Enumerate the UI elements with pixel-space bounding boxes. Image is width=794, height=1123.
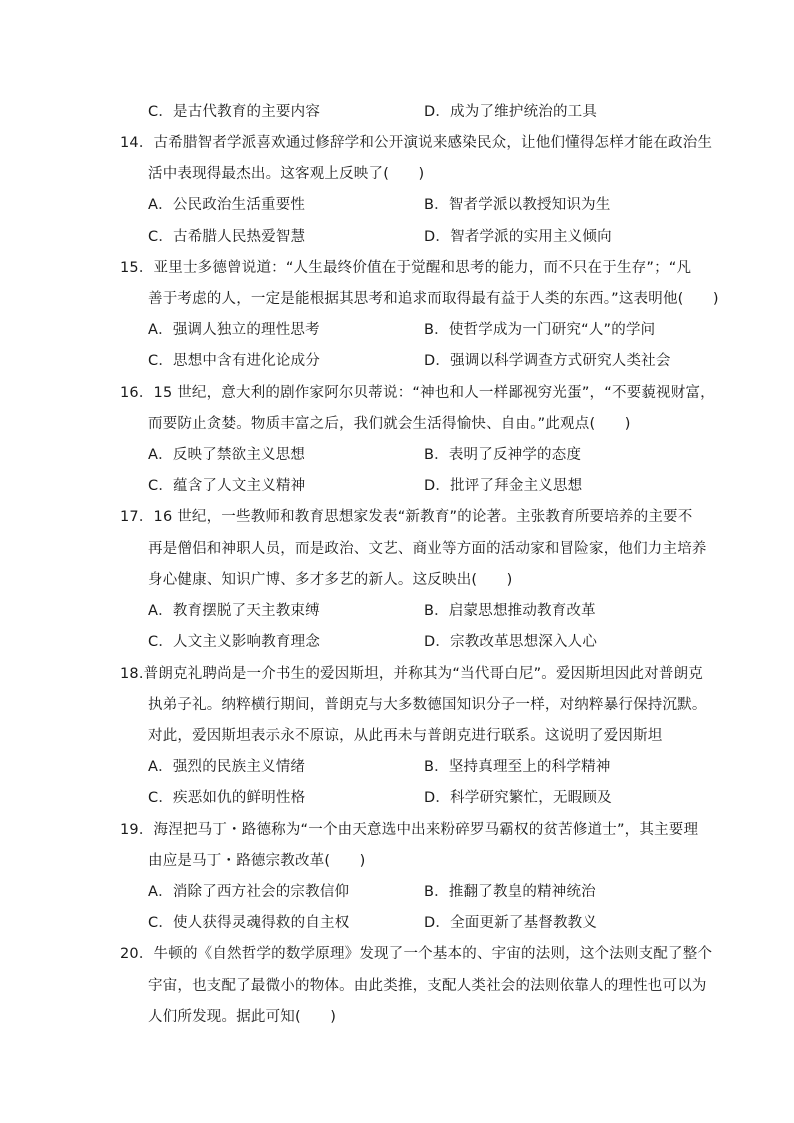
q20-stem-line-1: 20．牛顿的《自然哲学的数学原理》发现了一个基本的、宇宙的法则，这个法则支配了整个 (120, 946, 713, 962)
q17-option-c: C．人文主义影响教育理念 (148, 634, 321, 650)
q14-stem-line-2: 活中表现得最杰出。这客观上反映了( ) (148, 166, 425, 182)
q16-option-c: C．蕴含了人文主义精神 (148, 478, 306, 494)
q14-option-b: B．智者学派以教授知识为生 (424, 197, 611, 213)
q13-option-d: D．成为了维护统治的工具 (424, 104, 598, 120)
q16-option-b: B．表明了反神学的态度 (424, 447, 582, 463)
q16-option-a: A．反映了禁欲主义思想 (148, 447, 306, 463)
q14-option-c: C．古希腊人民热爱智慧 (148, 229, 306, 245)
q16-stem-line-1: 16．15 世纪，意大利的剧作家阿尔贝蒂说：“神也和人一样鄙视穷光蛋”，“不要藐视财富， (120, 385, 715, 401)
q17-option-b: B．启蒙思想推动教育改革 (424, 603, 596, 619)
q18-stem-line-2: 执弟子礼。纳粹横行期间，普朗克与大多数德国知识分子一样，对纳粹暴行保持沉默。 (148, 697, 707, 713)
q14-stem-line-1: 14．古希腊智者学派喜欢通过修辞学和公开演说来感染民众，让他们懂得怎样才能在政治生 (120, 135, 713, 151)
q14-option-d: D．智者学派的实用主义倾向 (424, 229, 612, 245)
q17-option-d: D．宗教改革思想深入人心 (424, 634, 598, 650)
q18-option-b: B．坚持真理至上的科学精神 (424, 759, 611, 775)
q18-option-d: D．科学研究繁忙，无暇顾及 (424, 790, 612, 806)
q19-option-b: B．推翻了教皇的精神统治 (424, 884, 596, 900)
q15-option-b: B．使哲学成为一门研究“人”的学问 (424, 322, 656, 338)
q17-stem-line-2: 再是僧侣和神职人员，而是政治、文艺、商业等方面的活动家和冒险家，他们力主培养 (148, 541, 707, 557)
q19-option-c: C．使人获得灵魂得救的自主权 (148, 915, 350, 931)
q19-option-a: A．消除了西方社会的宗教信仰 (148, 884, 350, 900)
q18-option-c: C．疾恶如仇的鲜明性格 (148, 790, 306, 806)
q15-option-c: C．思想中含有进化论成分 (148, 353, 321, 369)
q20-stem-line-3: 人们所发现。据此可知( ) (148, 1009, 337, 1025)
q19-stem-line-1: 19．海涅把马丁・路德称为“一个由天意选中出来粉碎罗马霸权的贫苦修道士”，其主要理 (120, 822, 699, 838)
q19-stem-line-2: 由应是马丁・路德宗教改革( ) (148, 853, 366, 869)
q18-stem-line-3: 对此，爱因斯坦表示永不原谅，从此再未与普朗克进行联系。这说明了爱因斯坦 (148, 728, 663, 744)
q20-stem-line-2: 宇宙，也支配了最微小的物体。由此类推，支配人类社会的法则依靠人的理性也可以为 (148, 978, 707, 994)
q16-option-d: D．批评了拜金主义思想 (424, 478, 583, 494)
q15-stem-line-2: 善于考虑的人，一定是能根据其思考和追求而取得最有益于人类的东西。”这表明他( ) (148, 291, 719, 307)
q15-option-d: D．强调以科学调查方式研究人类社会 (424, 353, 671, 369)
q16-stem-line-2: 而要防止贪婪。物质丰富之后，我们就会生活得愉快、自由。”此观点( ) (148, 416, 631, 432)
q15-stem-line-1: 15．亚里士多德曾说道：“人生最终价值在于觉醒和思考的能力，而不只在于生存”；“凡 (120, 260, 692, 276)
q13-option-c: C．是古代教育的主要内容 (148, 104, 321, 120)
q15-option-a: A．强调人独立的理性思考 (148, 322, 320, 338)
q17-option-a: A．教育摆脱了天主教束缚 (148, 603, 320, 619)
q17-stem-line-1: 17．16 世纪，一些教师和教育思想家发表“新教育”的论著。主张教育所要培养的主要不 (120, 509, 693, 525)
q18-option-a: A．强烈的民族主义情绪 (148, 759, 306, 775)
q19-option-d: D．全面更新了基督教教义 (424, 915, 598, 931)
q18-stem-line-1: 18.普朗克礼聘尚是一介书生的爱因斯坦，并称其为“当代哥白尼”。爱因斯坦因此对普朗克 (120, 666, 703, 682)
q17-stem-line-3: 身心健康、知识广博、多才多艺的新人。这反映出( ) (148, 572, 513, 588)
q14-option-a: A．公民政治生活重要性 (148, 197, 306, 213)
